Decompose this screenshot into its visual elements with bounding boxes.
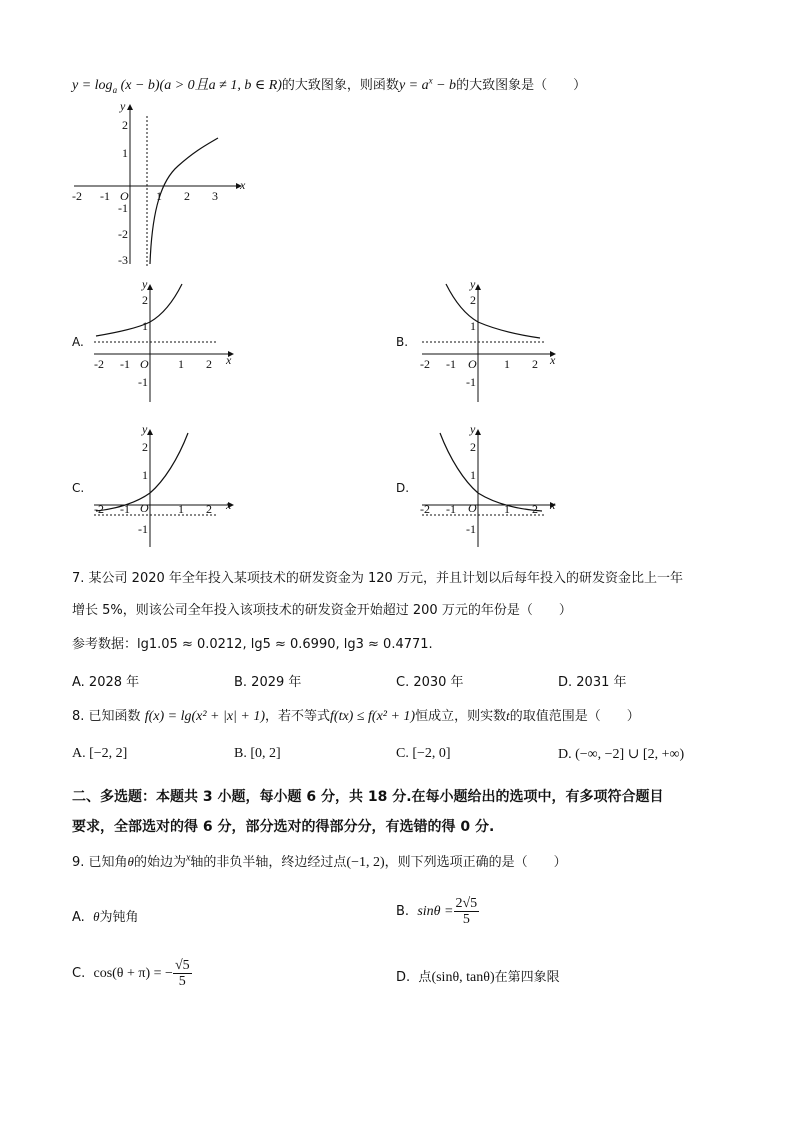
q6-c-xtick: 2 (206, 502, 212, 516)
q9-mid2: 轴的非负半轴，终边经过点 (190, 855, 347, 870)
q6-option-b-graph[interactable] (418, 278, 568, 406)
q6-b-xtick: -1 (446, 357, 456, 371)
q6-d-xtick: 1 (504, 502, 510, 516)
q6-stem (72, 74, 586, 95)
q6-main-y-label: y (120, 99, 126, 113)
q6-c-xtick: -1 (120, 502, 130, 516)
q6-a-ytick: -1 (138, 375, 148, 389)
q9-option-a-theta: θ (93, 909, 100, 924)
q9-option-c[interactable] (72, 958, 192, 990)
q9-option-d-point: (sinθ, tanθ) (431, 970, 495, 985)
q6-a-ytick: 1 (142, 319, 148, 333)
q6-stem-sub: a (112, 84, 118, 95)
q6-a-ytick: 2 (142, 293, 148, 307)
q6-main-xtick: 3 (212, 189, 218, 203)
q8-function: f(x) = lg(x² + |x| + 1) (144, 709, 265, 724)
q6-stem-math: (x − b)(a > 0且a ≠ 1, b ∈ R) (120, 78, 282, 93)
q9-stem (72, 851, 567, 871)
q6-a-y-label: y (142, 278, 148, 291)
q8-option-d[interactable]: D. (−∞, −2] ∪ [2, +∞) (558, 747, 685, 762)
q6-d-origin: O (468, 501, 477, 515)
q6-b-origin: O (468, 357, 477, 371)
q6-option-c-graph[interactable] (90, 423, 240, 551)
q8-prefix: 8. 已知函数 (72, 709, 141, 724)
q6-main-x-label: x (240, 178, 246, 192)
q8-option-a[interactable]: A. [−2, 2] (72, 746, 128, 761)
q6-c-x-label: x (226, 498, 232, 512)
q6-d-ytick: -1 (466, 522, 476, 536)
q8-var: t (506, 708, 510, 723)
q9-option-b-lhs: sinθ = (417, 903, 454, 919)
q6-a-xtick: 2 (206, 357, 212, 371)
q9-option-d-label: D. (396, 970, 411, 985)
q6-b-xtick: 2 (532, 357, 538, 371)
q9-xvar: x (185, 852, 191, 864)
q8-suffix: 恒成立，则实数 (415, 709, 507, 724)
q6-d-y-label: y (470, 423, 476, 436)
q6-main-graph (68, 98, 248, 268)
q9-option-a-text: 为钝角 (99, 910, 139, 925)
q8-option-b[interactable]: B. [0, 2] (234, 746, 281, 761)
q6-c-y-label: y (142, 423, 148, 436)
q6-main-ytick: 1 (122, 146, 128, 160)
q7-option-a[interactable]: A. 2028 年 (72, 675, 140, 690)
q6-stem-math3: − b (432, 78, 457, 93)
q6-d-xtick: -1 (446, 502, 456, 516)
q6-a-xtick: -1 (120, 357, 130, 371)
q9-prefix: 9. 已知角 (72, 855, 128, 870)
q6-c-ytick: -1 (138, 522, 148, 536)
q9-option-d-text: 点 (418, 970, 432, 985)
q9-option-b[interactable] (396, 896, 479, 928)
q6-main-ytick: -3 (118, 253, 128, 267)
q6-a-origin: O (140, 357, 149, 371)
q7-option-c[interactable]: C. 2030 年 (396, 675, 464, 690)
q6-b-ytick: -1 (466, 375, 476, 389)
q6-main-xtick: -2 (72, 189, 82, 203)
q6-c-ytick: 2 (142, 440, 148, 454)
q9-option-b-denominator: 5 (462, 912, 470, 928)
q6-b-ytick: 1 (470, 319, 476, 333)
q8-suffix2: 的取值范围是（ ） (509, 709, 640, 724)
q6-stem-math2: y = a (398, 78, 429, 93)
q6-stem-text2: 的大致图象是（ ） (456, 78, 587, 93)
q6-stem-prefix: y = log (72, 78, 113, 93)
q9-option-c-fraction (173, 958, 192, 990)
q6-b-xtick: 1 (504, 357, 510, 371)
q7-reference-data: 参考数据：lg1.05 ≈ 0.0212, lg5 ≈ 0.6990, lg3 ≈ 0.4771. (72, 637, 433, 652)
q6-option-d-graph[interactable] (418, 423, 568, 551)
q9-option-c-denominator: 5 (178, 974, 186, 990)
q9-suffix: ，则下列选项正确的是（ ） (384, 855, 567, 870)
q9-option-b-numerator: 2√5 (455, 896, 478, 911)
section2-heading-line2: 要求，全部选对的得 6 分，部分选对的得部分分，有选错的得 0 分. (72, 819, 495, 835)
q7-line1: 7. 某公司 2020 年全年投入某项技术的研发资金为 120 万元，并且计划以后每年投入的研发资金比上一年 (72, 571, 683, 586)
q6-main-xtick: 2 (184, 189, 190, 203)
q9-option-a[interactable] (72, 906, 138, 925)
q6-option-a-graph[interactable] (90, 278, 240, 406)
q6-b-x-label: x (550, 353, 556, 367)
q6-main-xtick: 1 (156, 189, 162, 203)
q7-option-b[interactable]: B. 2029 年 (234, 675, 302, 690)
q9-option-d-text2: 在第四象限 (494, 970, 560, 985)
q6-stem-text: 的大致图象，则函数 (281, 78, 399, 93)
q7-line2: 增长 5%，则该公司全年投入该项技术的研发资金开始超过 200 万元的年份是（ ） (72, 603, 572, 618)
q6-b-y-label: y (470, 278, 476, 291)
q6-a-x-label: x (226, 353, 232, 367)
q6-c-ytick: 1 (142, 468, 148, 482)
q6-b-ytick: 2 (470, 293, 476, 307)
q6-b-xtick: -2 (420, 357, 430, 371)
q6-a-xtick: 1 (178, 357, 184, 371)
q9-mid: 的始边为 (133, 855, 186, 870)
q9-option-a-label: A. (72, 910, 85, 925)
q6-d-ytick: 1 (470, 468, 476, 482)
section2-heading: 二、多选题：本题共 3 小题，每小题 6 分，共 18 分.在每小题给出的选项中，有多项符合题目 (72, 789, 664, 805)
q6-c-xtick: -2 (94, 502, 104, 516)
q8-option-c[interactable]: C. [−2, 0] (396, 746, 451, 761)
q8-mid: ，若不等式 (265, 709, 331, 724)
q6-option-c-label[interactable]: C. (72, 481, 85, 495)
q9-option-c-label: C. (72, 966, 86, 982)
q6-d-ytick: 2 (470, 440, 476, 454)
q6-d-xtick: 2 (532, 502, 538, 516)
q6-option-a-label[interactable]: A. (72, 335, 84, 349)
q6-main-ytick: -2 (118, 227, 128, 241)
q9-theta: θ (127, 854, 134, 869)
q9-option-d[interactable] (396, 966, 560, 986)
q6-main-origin: O (120, 189, 129, 203)
q9-option-c-lhs: cos(θ + π) = − (93, 965, 173, 981)
q6-option-d-label[interactable]: D. (396, 481, 410, 495)
q6-main-ytick: -1 (118, 201, 128, 215)
q8-inequality: f(tx) ≤ f(x² + 1) (330, 709, 416, 724)
q6-a-xtick: -2 (94, 357, 104, 371)
q6-c-xtick: 1 (178, 502, 184, 516)
q6-d-x-label: x (550, 498, 556, 512)
q6-main-xtick: -1 (100, 189, 110, 203)
q9-option-b-label: B. (396, 904, 410, 920)
q7-option-d[interactable]: D. 2031 年 (558, 675, 627, 690)
q9-option-b-fraction (454, 896, 480, 928)
q6-option-b-label[interactable]: B. (396, 335, 409, 349)
q9-point: (−1, 2) (346, 855, 385, 870)
q6-main-ytick: 2 (122, 118, 128, 132)
q6-c-origin: O (140, 501, 149, 515)
q6-d-xtick: -2 (420, 502, 430, 516)
q9-option-c-numerator: √5 (174, 958, 190, 973)
q6-stem-sup: x (428, 75, 433, 86)
q8-stem (72, 705, 640, 725)
